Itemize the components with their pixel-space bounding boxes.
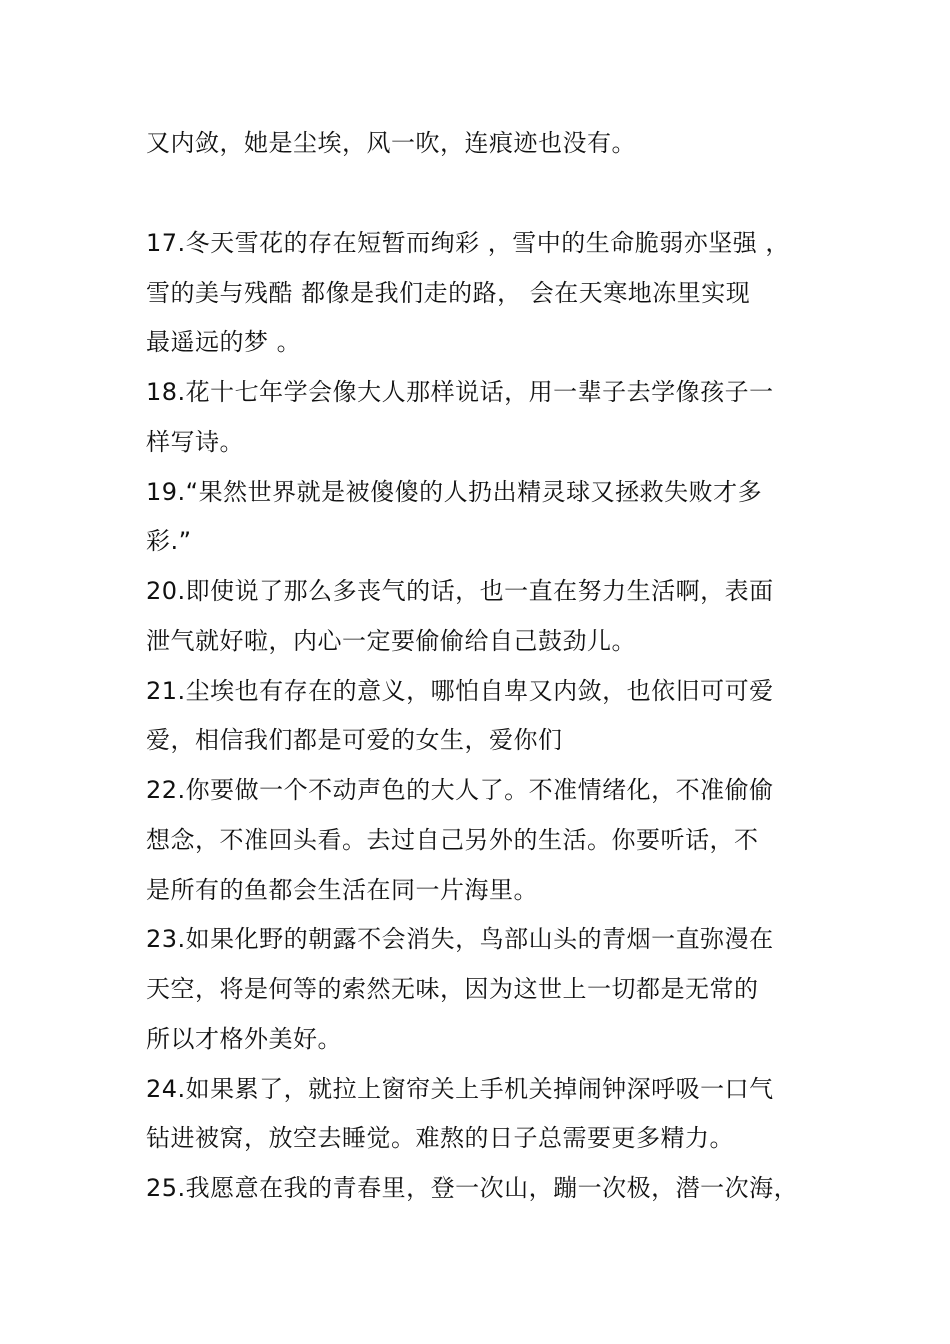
text-line: 天空，将是何等的索然无味，因为这世上一切都是无常的 bbox=[146, 975, 759, 1003]
text-line: 泄气就好啦，内心一定要偷偷给自己鼓劲儿。 bbox=[146, 627, 636, 655]
text-line: 是所有的鱼都会生活在同一片海里。 bbox=[146, 876, 538, 904]
text-line: 雪的美与残酷 都像是我们走的路， 会在天寒地冻里实现 bbox=[146, 279, 751, 307]
text-line: 彩.” bbox=[146, 527, 192, 555]
text-line: 钻进被窝，放空去睡觉。难熬的日子总需要更多精力。 bbox=[146, 1124, 734, 1152]
text-line: 所以才格外美好。 bbox=[146, 1025, 342, 1053]
text-line: 样写诗。 bbox=[146, 428, 244, 456]
text-line: 23.如果化野的朝露不会消失，鸟部山头的青烟一直弥漫在 bbox=[146, 925, 774, 953]
text-line: 爱，相信我们都是可爱的女生，爱你们 bbox=[146, 726, 563, 754]
text-line: 20.即使说了那么多丧气的话，也一直在努力生活啊，表面 bbox=[146, 577, 774, 605]
text-line: 18.花十七年学会像大人那样说话，用一辈子去学像孩子一 bbox=[146, 378, 774, 406]
text-line: 19.“果然世界就是被傻傻的人扔出精灵球又拯救失败才多 bbox=[146, 478, 763, 506]
text-line: 想念，不准回头看。去过自己另外的生活。你要听话，不 bbox=[146, 826, 759, 854]
text-line: 最遥远的梦 。 bbox=[146, 328, 302, 356]
text-line: 24.如果累了，就拉上窗帘关上手机关掉闹钟深呼吸一口气 bbox=[146, 1075, 774, 1103]
text-line: 21.尘埃也有存在的意义，哪怕自卑又内敛，也依旧可可爱 bbox=[146, 677, 774, 705]
text-line: 17.冬天雪花的存在短暂而绚彩 ，雪中的生命脆弱亦坚强 ， bbox=[146, 229, 790, 257]
text-line: 22.你要做一个不动声色的大人了。不准情绪化，不准偷偷 bbox=[146, 776, 774, 804]
text-line: 25.我愿意在我的青春里，登一次山，蹦一次极，潜一次海， bbox=[146, 1174, 799, 1202]
text-line: 又内敛，她是尘埃，风一吹，连痕迹也没有。 bbox=[146, 129, 636, 157]
